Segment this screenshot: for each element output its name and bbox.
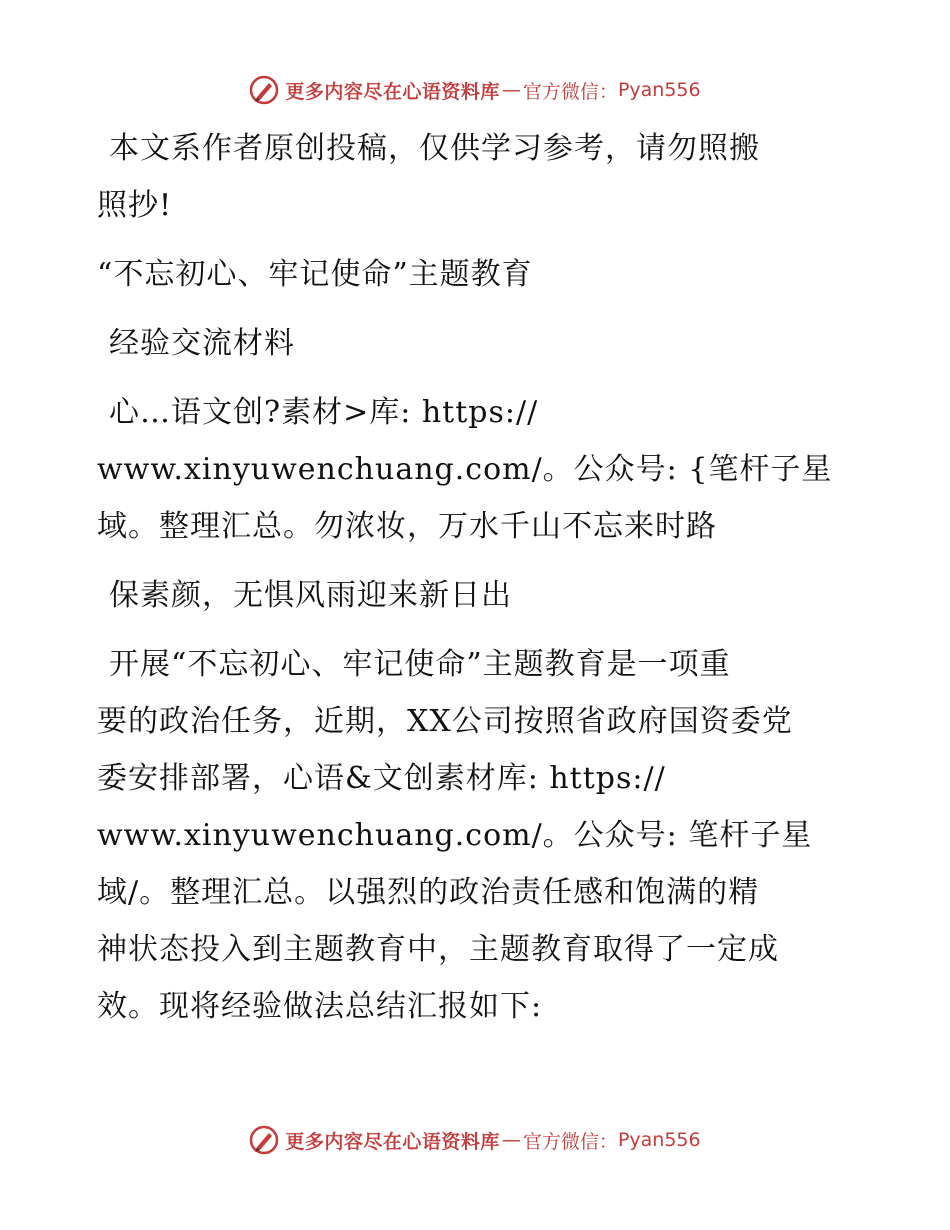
body-line-6: 神状态投入到主题教育中，主题教育取得了一定成 bbox=[97, 932, 779, 967]
document-title-line-2: 经验交流材料 bbox=[109, 326, 295, 361]
document-body bbox=[97, 120, 867, 1035]
watermark-wechat-id: Pyan556 bbox=[617, 1129, 701, 1151]
pen-logo-icon bbox=[249, 1125, 279, 1155]
body-line-4: www.xinyuwenchuang.com/。公众号: 笔杆子星 bbox=[97, 818, 813, 853]
source-line-3: 域。整理汇总。勿浓妆，万水千山不忘来时路 bbox=[97, 509, 717, 544]
motto-line: 保素颜，无惧风雨迎来新日出 bbox=[109, 578, 512, 613]
source-line-2: www.xinyuwenchuang.com/。公众号: {笔杆子星 bbox=[97, 452, 833, 487]
watermark-wechat-label: 官方微信： bbox=[522, 1130, 618, 1153]
footer-watermark bbox=[0, 1120, 950, 1160]
watermark-separator: — bbox=[501, 1129, 521, 1151]
watermark-text: 更多内容尽在心语资料库 bbox=[285, 80, 500, 103]
pen-logo-icon bbox=[249, 75, 279, 105]
watermark-separator: — bbox=[501, 79, 521, 101]
watermark-wechat-label: 官方微信： bbox=[522, 80, 618, 103]
body-line-3: 委安排部署，心语&文创素材库: https:// bbox=[97, 761, 666, 796]
source-line-1: 心…语文创?素材>库: https:// bbox=[109, 395, 539, 430]
notice-line-2: 照抄! bbox=[97, 188, 173, 223]
body-line-5: 域/。整理汇总。以强烈的政治责任感和饱满的精 bbox=[97, 875, 760, 910]
notice-line-1: 本文系作者原创投稿，仅供学习参考，请勿照搬 bbox=[109, 131, 760, 166]
watermark-text: 更多内容尽在心语资料库 bbox=[285, 1130, 500, 1153]
header-watermark bbox=[0, 70, 950, 110]
body-line-7: 效。现将经验做法总结汇报如下: bbox=[97, 989, 543, 1024]
watermark-wechat-id: Pyan556 bbox=[617, 79, 701, 101]
body-line-2: 要的政治任务，近期，XX公司按照省政府国资委党 bbox=[97, 704, 793, 739]
document-title-line-1: “不忘初心、牢记使命”主题教育 bbox=[97, 257, 533, 292]
body-line-1: 开展“不忘初心、牢记使命”主题教育是一项重 bbox=[109, 647, 731, 682]
